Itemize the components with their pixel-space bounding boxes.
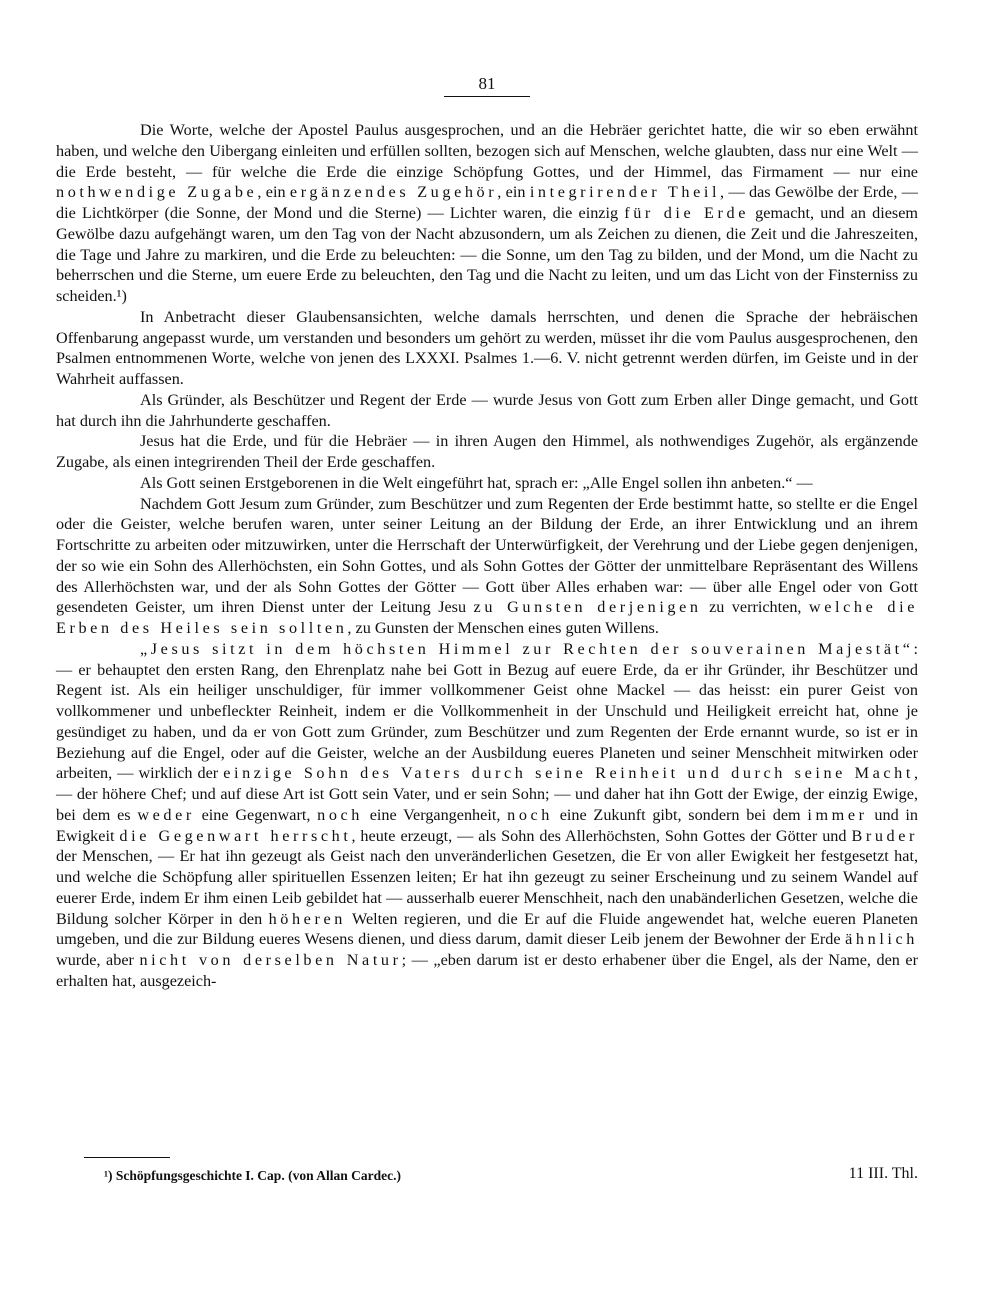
text-run: , — der höhere Chef; und auf diese Art ist Gott sein Vater, und er sein Sohn; — und daher hat ihn Gott der Ewige, der einzig Ewige, bei dem es — [56, 764, 918, 824]
page-number: 81 — [444, 74, 530, 97]
text-run: , zu Gunsten der Menschen eines guten Willens. — [347, 619, 659, 637]
emphasized-text: immer — [807, 805, 868, 824]
text-run: : — er behauptet den ersten Rang, den Ehrenplatz nahe bei Gott in Bezug auf euere Erde, da er ihr Gründer, ihr Beschützer und Regent ist. Als ein heiliger unschuldiger, für immer vollkommener Geist ohne Mackel — das heisst: ein purer Geist von vollkommener und unbefleckter Reinheit, indem er die Vollkommenheit in der Unschuld und Heiligkeit erreicht hat, ohne je gesündiget zu haben, und da er von Gott zum Gründer, zum Beschützer und zum Regenten der Erde ernannt wurde, so ist er in Beziehung auf die Engel, oder auf die Geister, welche an der Ausbildung eueres Planeten und seiner Menschheit mitwirken oder arbeiten, — wirklich der — [56, 639, 918, 783]
text-run: eine Gegenwart, — [194, 805, 318, 824]
emphasized-text: noch — [507, 805, 553, 824]
emphasized-text: ähnlich — [845, 930, 918, 949]
emphasized-text: welche die Erben des Heiles sein sollten — [56, 598, 918, 637]
text-run: , heute erzeugt, — als Sohn des Allerhöchsten, Sohn Gottes der Götter und — [351, 826, 852, 845]
emphasized-text: die Gegenwart herrscht — [119, 826, 352, 845]
text-run: , — das Gewölbe der Erde, — die Lichtkörper (die Sonne, der Mond und die Sterne) — Lichter waren, die einzig — [56, 183, 918, 222]
text-run: , ein — [497, 183, 530, 202]
text-run: und in Ewigkeit — [56, 805, 918, 845]
footnote-divider — [84, 1157, 170, 1158]
paragraph — [56, 473, 918, 494]
text-run: gemacht, und an diesem Gewölbe dazu aufgehängt waren, um den Tag von der Nacht abzusondern, um als Zeichen zu dienen, die Zeit und die Jahreszeiten, die Tage und Jahre zu markiren, und die Erde zu beleuchten: — die Sonne, um den Tag zu bilden, und der Mond, um die Nacht zu beherrschen und die Sterne, um euere Erde zu beleuchten, den Tag und die Nacht zu leiten, und um das Licht von der Finsterniss zu scheiden.¹) — [56, 204, 918, 305]
emphasized-text: integrirender Theil — [529, 183, 721, 202]
text-run: zu verrichten, — [701, 598, 809, 617]
emphasized-text: zu Gunsten derjenigen — [473, 598, 702, 617]
text-run: In Anbetracht dieser Glaubensansichten, welche damals herrschten, und denen die Sprache der hebräischen Offenbarung angepasst wurde, um verstanden und besonders um gehört zu werden, müsset ihr die vom Paulus ausgesprochenen, den Psalmen entnommenen Worte, welche von jenen des LXXXI. Psalmes 1.—6. V. nicht getrennt werden dürfen, im Geiste und in der Wahrheit auffassen. — [56, 307, 918, 388]
text-run: Als Gründer, als Beschützer und Regent der Erde — wurde Jesus von Gott zum Erben aller Dinge gemacht, und Gott hat durch ihn die Jahrhunderte geschaffen. — [56, 390, 918, 430]
emphasized-text: nothwendige Zugabe — [56, 183, 258, 202]
paragraph — [56, 431, 918, 473]
emphasized-text: für die Erde — [624, 204, 749, 222]
text-run: der Menschen, — Er hat ihn gezeugt als Geist nach den unveränderlichen Gesetzen, die Er von aller Ewigkeit her festgesetzt hat, und welche die Schöpfung aller spirituellen Essenzen leiten; Er hat ihn gezeugt zu seiner Erscheinung und zu seinem Wandel auf euerer Erde, indem Er ihm einen Leib gebildet hat — ausserhalb euerer Menschheit, nach den unabänderlichen Gesetzen, welche die Bildung solcher Körper in den — [56, 847, 918, 928]
emphasized-text: einzige Sohn des Vaters durch seine Reinheit und durch seine Macht — [223, 764, 914, 783]
text-run: wurde, aber — [56, 951, 140, 969]
emphasized-text: „Jesus sitzt in dem höchsten Himmel zur Rechten der souverainen Majestät“ — [140, 639, 914, 658]
emphasized-text: noch — [317, 805, 363, 824]
emphasized-text: weder — [137, 805, 195, 824]
footnote: ¹) Schöpfungsgeschichte I. Cap. (von Allan Cardec.) — [104, 1168, 401, 1183]
signature-mark: 11 III. Thl. — [848, 1165, 918, 1182]
paragraph — [56, 307, 918, 390]
emphasized-text: Bruder — [851, 826, 918, 845]
paragraph — [56, 120, 918, 307]
text-run: ; — „eben darum ist er desto erhabener über die Engel, als der Name, den er erhalten hat, ausgezeich- — [56, 951, 919, 990]
emphasized-text: ergänzendes Zugehör — [289, 183, 498, 202]
text-run: Jesus hat die Erde, und für die Hebräer — in ihren Augen den Himmel, als nothwendiges Zugehör, als ergänzende Zugabe, als einen integrirenden Theil der Erde geschaffen. — [56, 432, 918, 471]
paragraph — [56, 390, 918, 432]
paragraph — [56, 639, 918, 992]
text-run: Nachdem Gott Jesum zum Gründer, zum Beschützer und zum Regenten der Erde bestimmt hatte, so stellte er die Engel oder die Geister, welche berufen waren, unter seiner Leitung an der Bildung der Erde, an ihrer Entwicklung und an ihrem Fortschritte zu arbeiten oder mitzuwirken, unter die Herrschaft der Unterwürfigkeit, der Verehrung und der Liebe gegen denjenigen, der so wie ein Sohn des Allerhöchsten, ein Sohn Gottes, und als Sohn Gottes der Götter der unmittelbare Repräsentant des Willens des Allerhöchsten war, und der als Sohn Gottes der Götter — Gott über Alles erhaben war: — über alle Engel oder von Gott gesendeten Geister, um ihren Dienst unter der Leitung Jesu — [56, 494, 918, 617]
text-run: Als Gott seinen Erstgeborenen in die Welt eingeführt hat, sprach er: „Alle Engel sollen ihn anbeten.“ — — [140, 473, 813, 492]
text-run: , ein — [257, 183, 290, 202]
text-run: eine Vergangenheit, — [363, 805, 508, 824]
emphasized-text: höheren — [268, 909, 346, 928]
text-run: Welten regieren, und die Er auf die Fluide angewendet hat, welche eueren Planeten umgeben, und die zur Bildung eueres Wesens dienen, und diess darum, damit dieser Leib jenem der Bewohner der Erde — [56, 909, 918, 949]
text-run: eine Zukunft gibt, sondern bei dem — [553, 805, 808, 824]
emphasized-text: nicht von derselben Natur — [139, 951, 402, 969]
text-run: Die Worte, welche der Apostel Paulus ausgesprochen, und an die Hebräer gerichtet hatte, die wir so eben erwähnt haben, und welche den Uibergang einleiten und erfüllen sollten, bezogen sich auf Menschen, welche glaubten, dass nur eine Welt — die Erde besteht, — für welche die Erde die einzige Schöpfung Gottes, und der Himmel, das Firmament — nur eine — [56, 121, 918, 181]
body-text — [56, 120, 918, 992]
paragraph — [56, 494, 918, 639]
